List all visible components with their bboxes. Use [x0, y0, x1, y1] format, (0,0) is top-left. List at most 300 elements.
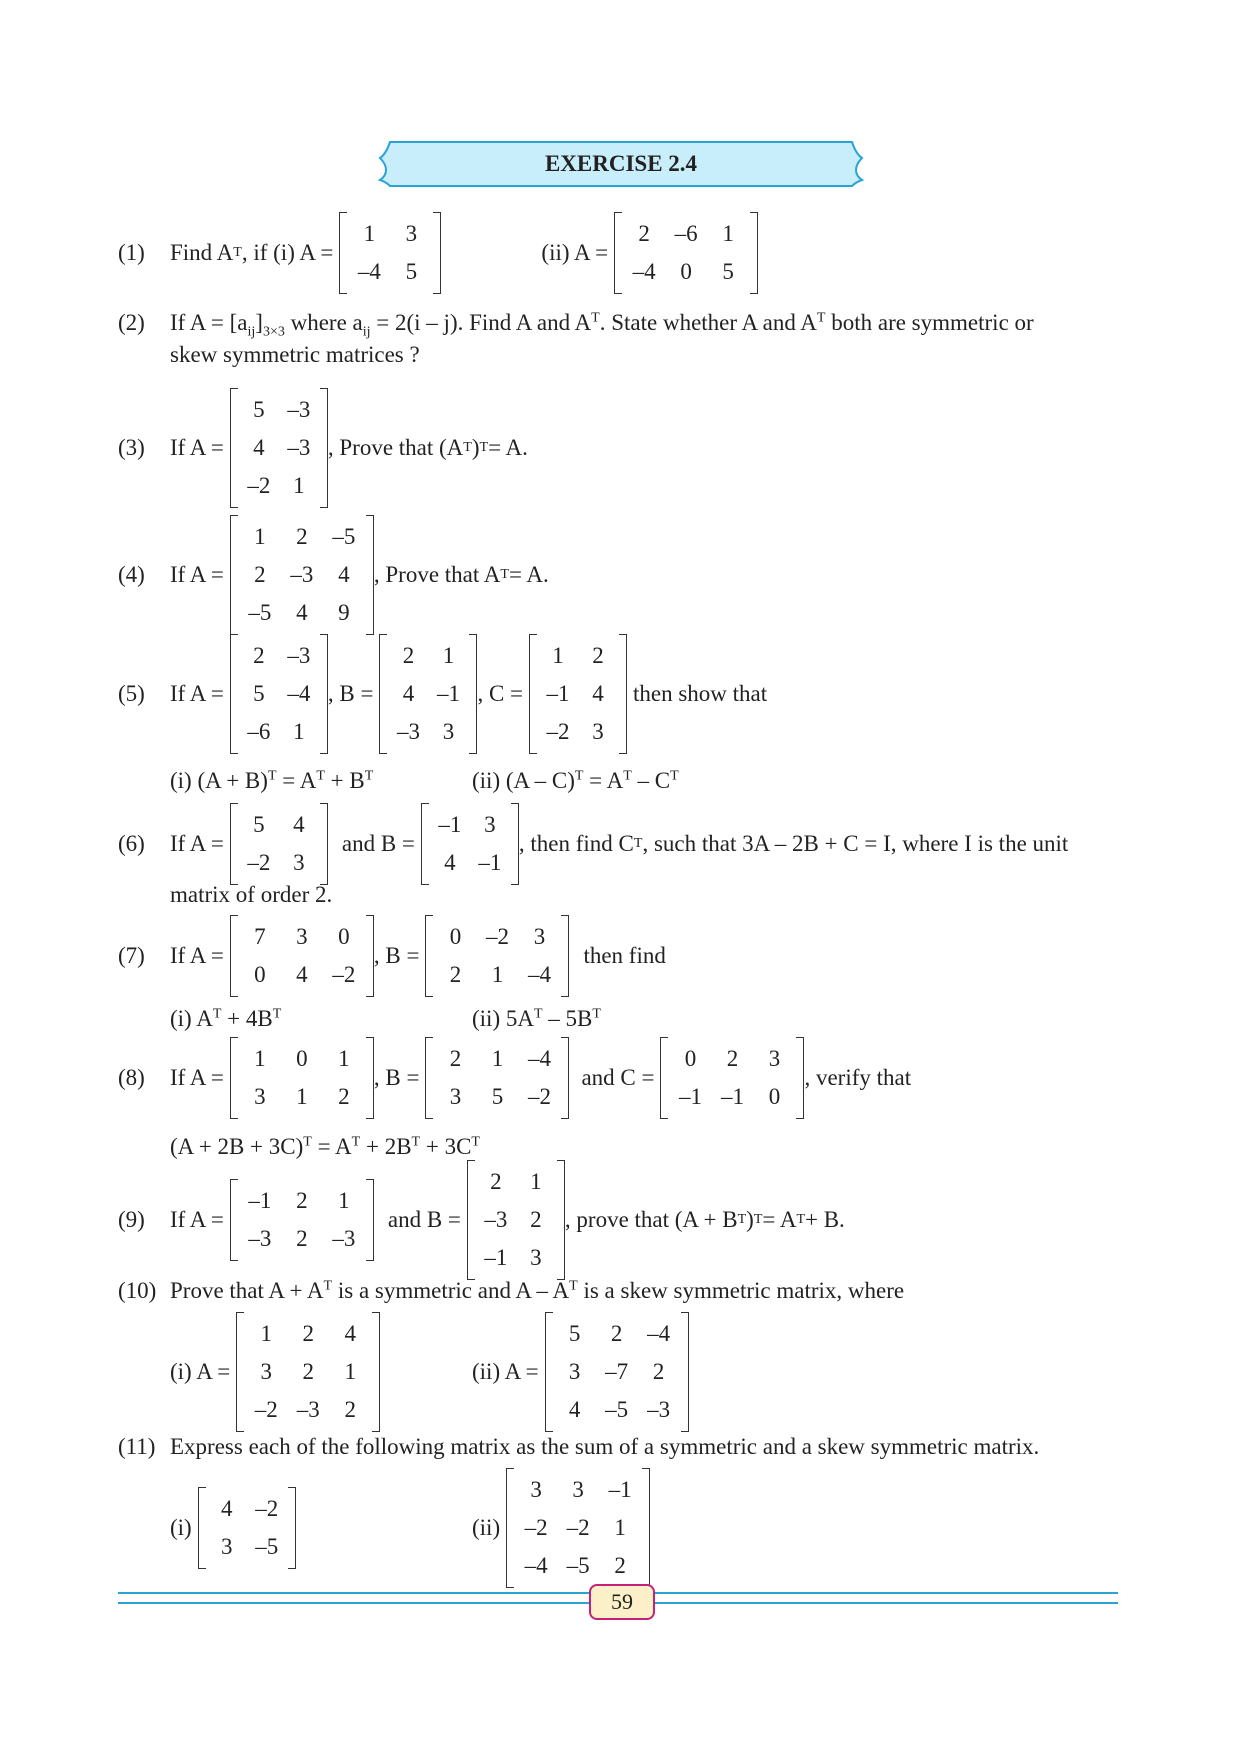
matrix-entry: 3 — [405, 221, 418, 246]
matrix-entry: 3 — [592, 719, 604, 744]
matrix-entry: 3 — [442, 719, 455, 744]
matrix — [339, 212, 441, 294]
question-7-part-i — [170, 1006, 281, 1032]
q-text: If A = — [170, 1065, 224, 1090]
q-text: If A = — [170, 1207, 224, 1232]
matrix-entry: 2 — [530, 1207, 542, 1232]
q-text: If A = — [170, 831, 224, 856]
sup-t: T — [591, 310, 600, 326]
q-text: where a — [284, 310, 363, 335]
q-text: (ii) A = — [472, 1359, 539, 1384]
question-number: (11) — [118, 1434, 156, 1459]
matrix-row — [239, 429, 319, 467]
q-text: and B = — [387, 1207, 461, 1232]
q-text: , if (i) A = — [241, 240, 334, 265]
matrix-row — [239, 1040, 365, 1078]
q-text: + 3C — [420, 1134, 472, 1159]
matrix-row — [538, 713, 618, 751]
sup-t: T — [533, 1006, 543, 1022]
sup-t: T — [212, 1006, 222, 1022]
matrix-entry: –5 — [248, 600, 272, 625]
matrix-entry: 4 — [253, 435, 265, 460]
page-number: 59 — [589, 1584, 655, 1620]
q-text: = A — [583, 768, 624, 793]
sup-t: T — [351, 1134, 361, 1150]
matrix-row — [239, 844, 319, 882]
matrix-entry: –2 — [254, 1397, 278, 1422]
matrix-row — [239, 391, 319, 429]
matrix — [230, 515, 374, 635]
matrix-row — [239, 806, 319, 844]
matrix-row — [388, 637, 468, 675]
sup-t: T — [753, 1212, 763, 1227]
question-11 — [118, 1434, 1039, 1460]
matrix — [506, 1468, 650, 1588]
matrix — [230, 803, 328, 885]
matrix-row — [434, 1040, 560, 1078]
matrix-entry: 2 — [726, 1046, 739, 1071]
matrix-row — [239, 675, 319, 713]
matrix-entry: 2 — [638, 221, 650, 246]
matrix-row — [515, 1509, 641, 1547]
matrix-entry: –1 — [248, 1188, 272, 1213]
matrix-row — [554, 1353, 680, 1391]
exercise-banner — [378, 140, 864, 188]
q-text: If A = — [170, 562, 224, 587]
matrix-row — [245, 1315, 371, 1353]
matrix-entry: 2 — [402, 643, 415, 668]
q-text: is a skew symmetric matrix, where — [577, 1278, 905, 1303]
matrix-row — [388, 713, 468, 751]
matrix-entry: 2 — [490, 1169, 502, 1194]
matrix-entry: 3 — [530, 1477, 542, 1502]
matrix-entry: 2 — [253, 643, 265, 668]
matrix-entry: –2 — [485, 924, 509, 949]
q-text: + 4B — [221, 1006, 273, 1031]
matrix-entry: –4 — [524, 1553, 548, 1578]
q-text: and C = — [581, 1065, 655, 1090]
matrix-entry: 3 — [533, 924, 546, 949]
matrix-entry: 1 — [254, 524, 266, 549]
matrix-row — [348, 253, 432, 291]
q-text: , B = — [327, 681, 374, 706]
matrix-entry: 2 — [254, 562, 266, 587]
q-text: matrix of order 2. — [170, 882, 333, 907]
matrix — [545, 1312, 689, 1432]
q-text: , C = — [477, 681, 523, 706]
matrix-entry: 1 — [614, 1515, 626, 1540]
sup-t: T — [574, 768, 584, 784]
question-10 — [118, 1278, 904, 1304]
matrix-row — [669, 1040, 795, 1078]
q-text: = A — [762, 1207, 797, 1232]
matrix-entry: –4 — [632, 259, 656, 284]
matrix-entry: –6 — [247, 719, 271, 744]
matrix-entry: –1 — [608, 1477, 632, 1502]
matrix — [230, 915, 374, 997]
q-text: , B = — [373, 943, 420, 968]
matrix-entry: –7 — [605, 1359, 629, 1384]
exercise-title: EXERCISE 2.4 — [544, 151, 698, 176]
matrix-entry: 0 — [254, 962, 266, 987]
matrix-entry: 3 — [572, 1477, 584, 1502]
question-number: (10) — [118, 1278, 157, 1303]
question-number: (9) — [118, 1207, 145, 1232]
matrix-row — [554, 1391, 680, 1429]
matrix-entry: 4 — [402, 681, 415, 706]
q-text: + 2B — [360, 1134, 412, 1159]
matrix-entry: –3 — [287, 397, 311, 422]
matrix-row — [538, 637, 618, 675]
question-8-line2 — [170, 1134, 480, 1160]
q-text: = A — [276, 768, 317, 793]
question-3 — [118, 392, 528, 504]
question-10-part-ii — [472, 1316, 689, 1428]
matrix-row — [239, 956, 365, 994]
matrix-entry: 4 — [220, 1496, 233, 1521]
matrix-entry: 2 — [296, 524, 308, 549]
q-text: Prove that A + A — [170, 1278, 324, 1303]
q-text: = 2(i – j). Find A and A — [370, 310, 592, 335]
q-text: (i) A = — [170, 1359, 231, 1384]
matrix-row — [434, 1078, 560, 1116]
sub: 3×3 — [262, 324, 285, 340]
matrix-entry: 4 — [344, 1321, 357, 1346]
matrix-entry: –3 — [248, 1226, 272, 1251]
q-text: (i) (A + B) — [170, 768, 268, 793]
question-number: (6) — [118, 831, 145, 856]
sup-t: T — [623, 768, 632, 784]
matrix-entry: –2 — [247, 473, 271, 498]
matrix-row — [538, 675, 618, 713]
matrix-entry: 9 — [338, 600, 350, 625]
matrix-entry: 2 — [610, 1321, 623, 1346]
matrix-entry: 3 — [484, 812, 496, 837]
matrix-entry: 4 — [293, 812, 305, 837]
q-text: = A — [311, 1134, 352, 1159]
matrix-entry: 3 — [768, 1046, 781, 1071]
matrix-row — [623, 253, 749, 291]
matrix-entry: –5 — [332, 524, 356, 549]
matrix-entry: –5 — [255, 1534, 279, 1559]
q-text: both are symmetric or — [825, 310, 1034, 335]
matrix-row — [239, 1182, 365, 1220]
matrix-entry: 1 — [296, 1084, 308, 1109]
sup-t: T — [323, 1278, 333, 1294]
question-10-part-i — [170, 1316, 380, 1428]
sup-t: T — [233, 245, 242, 260]
matrix-entry: 2 — [296, 1188, 308, 1213]
matrix-entry: 5 — [253, 812, 265, 837]
matrix-entry: 1 — [260, 1321, 273, 1346]
matrix-entry: 3 — [449, 1084, 462, 1109]
matrix-entry: –1 — [438, 812, 462, 837]
matrix — [230, 1179, 374, 1261]
sup-t: T — [592, 1006, 601, 1022]
matrix-entry: –3 — [332, 1226, 356, 1251]
question-number: (2) — [118, 310, 145, 335]
matrix-entry: 2 — [344, 1397, 357, 1422]
question-11-part-i — [170, 1490, 296, 1566]
matrix-row — [207, 1528, 287, 1566]
matrix-entry: 2 — [449, 1046, 462, 1071]
matrix-row — [669, 1078, 795, 1116]
matrix-entry: –3 — [484, 1207, 508, 1232]
q-text: (ii) 5A — [472, 1006, 534, 1031]
sup-t: T — [463, 440, 472, 455]
sup-t: T — [796, 1212, 805, 1227]
matrix-row — [515, 1547, 641, 1585]
matrix-entry: 1 — [293, 473, 305, 498]
matrix-row — [245, 1353, 371, 1391]
matrix-entry: 2 — [652, 1359, 665, 1384]
q-text: skew symmetric matrices ? — [170, 342, 420, 367]
matrix-row — [239, 467, 319, 505]
matrix-entry: –2 — [332, 962, 356, 987]
matrix-entry: 4 — [592, 681, 604, 706]
q-text: , then find C — [518, 831, 634, 856]
matrix-row — [239, 556, 365, 594]
q-text: If A = — [170, 681, 224, 706]
matrix-row — [239, 594, 365, 632]
matrix-entry: –5 — [605, 1397, 629, 1422]
matrix-entry: 1 — [338, 1046, 350, 1071]
matrix — [230, 634, 328, 754]
matrix-row — [434, 918, 560, 956]
q-text: Find A — [170, 240, 234, 265]
matrix — [236, 1312, 380, 1432]
matrix-entry: –3 — [647, 1397, 671, 1422]
matrix-entry: 2 — [338, 1084, 350, 1109]
matrix-entry: –2 — [566, 1515, 590, 1540]
sup-t: T — [316, 768, 325, 784]
matrix-entry: 0 — [680, 259, 692, 284]
question-number: (4) — [118, 562, 145, 587]
question-4 — [118, 519, 549, 631]
sup-t: T — [364, 768, 374, 784]
matrix-entry: 3 — [254, 1084, 266, 1109]
matrix — [230, 1037, 374, 1119]
matrix-entry: –2 — [546, 719, 570, 744]
matrix-entry: 1 — [722, 221, 734, 246]
sub: ij — [247, 324, 256, 340]
question-2 — [118, 310, 1034, 341]
sup-t: T — [411, 1134, 421, 1150]
q-text: (i) — [170, 1515, 192, 1540]
matrix — [425, 915, 569, 997]
matrix-row — [430, 806, 510, 844]
q-text: . State whether A and A — [599, 310, 817, 335]
matrix-entry: 1 — [293, 719, 305, 744]
sup-t: T — [737, 1212, 747, 1227]
q-text: , verify that — [804, 1065, 912, 1090]
q-text: and B = — [341, 831, 415, 856]
question-number: (1) — [118, 240, 145, 265]
question-5 — [118, 638, 767, 750]
matrix-entry: 3 — [530, 1245, 542, 1270]
matrix-entry: –3 — [287, 435, 311, 460]
matrix-entry: 4 — [296, 962, 308, 987]
matrix-entry: –2 — [255, 1496, 279, 1521]
matrix-entry: 4 — [568, 1397, 581, 1422]
q-text: ) — [471, 435, 480, 460]
matrix — [660, 1037, 804, 1119]
matrix-entry: 5 — [722, 259, 734, 284]
matrix — [421, 803, 519, 885]
matrix-entry: 0 — [768, 1084, 781, 1109]
q-text: , Prove that (A — [327, 435, 464, 460]
question-8 — [118, 1040, 911, 1116]
matrix-entry: –2 — [524, 1515, 548, 1540]
matrix-row — [430, 844, 510, 882]
matrix-entry: –1 — [546, 681, 570, 706]
matrix-row — [245, 1391, 371, 1429]
matrix-row — [434, 956, 560, 994]
matrix-entry: –2 — [247, 850, 271, 875]
q-text: then show that — [633, 681, 768, 706]
sup-t: T — [670, 768, 679, 784]
matrix-row — [239, 637, 319, 675]
question-9 — [118, 1164, 845, 1276]
matrix-entry: 2 — [302, 1321, 315, 1346]
matrix-entry: 1 — [442, 643, 455, 668]
sub: ij — [362, 324, 371, 340]
matrix-entry: –3 — [396, 719, 420, 744]
sup-t: T — [479, 440, 489, 455]
q-text: = A. — [508, 562, 549, 587]
matrix — [529, 634, 627, 754]
matrix — [425, 1037, 569, 1119]
matrix-entry: 1 — [491, 962, 504, 987]
q-text: , Prove that A — [373, 562, 501, 587]
q-text: + B. — [805, 1207, 845, 1232]
question-6 — [118, 806, 1068, 882]
matrix-row — [623, 215, 749, 253]
matrix-entry: 1 — [491, 1046, 504, 1071]
q-text: Express each of the following matrix as the sum of a symmetric and a skew symmetric matrix. — [170, 1434, 1040, 1459]
q-text: (ii) (A – C) — [472, 768, 575, 793]
matrix-entry: 5 — [253, 397, 265, 422]
matrix-entry: 2 — [614, 1553, 626, 1578]
q-text: – C — [631, 768, 671, 793]
q-text: (i) A — [170, 1006, 213, 1031]
q-text: , prove that (A + B — [564, 1207, 738, 1232]
matrix — [614, 212, 758, 294]
sup-t: T — [569, 1278, 578, 1294]
matrix-row — [476, 1163, 556, 1201]
matrix-row — [239, 1078, 365, 1116]
q-text: (ii) A = — [541, 240, 609, 265]
matrix — [467, 1160, 565, 1280]
matrix-entry: –2 — [527, 1084, 551, 1109]
sup-t: T — [272, 1006, 282, 1022]
matrix-row — [207, 1490, 287, 1528]
q-text: , such that 3A – 2B + C = I, where I is the unit — [642, 831, 1069, 856]
matrix-entry: –3 — [296, 1397, 320, 1422]
matrix-row — [239, 518, 365, 556]
q-text: – 5B — [542, 1006, 593, 1031]
q-text: (ii) — [472, 1515, 501, 1540]
sup-t: T — [500, 567, 509, 582]
matrix-entry: –4 — [527, 1046, 551, 1071]
matrix-entry: 4 — [338, 562, 350, 587]
matrix-entry: 1 — [338, 1188, 350, 1213]
matrix-entry: –1 — [720, 1084, 744, 1109]
sup-t: T — [471, 1134, 480, 1150]
matrix-entry: 3 — [220, 1534, 233, 1559]
matrix-entry: 1 — [530, 1169, 542, 1194]
q-text: = A. — [488, 435, 528, 460]
matrix-entry: –4 — [287, 681, 311, 706]
matrix — [198, 1487, 296, 1569]
matrix-entry: –1 — [484, 1245, 508, 1270]
matrix-row — [476, 1239, 556, 1277]
question-7-part-ii — [472, 1006, 601, 1032]
matrix-entry: –3 — [287, 643, 311, 668]
matrix-row — [554, 1315, 680, 1353]
matrix-entry: 4 — [444, 850, 456, 875]
q-text: ) — [746, 1207, 754, 1232]
matrix-row — [348, 215, 432, 253]
question-7 — [118, 918, 666, 994]
matrix-row — [239, 713, 319, 751]
q-text: (A + 2B + 3C) — [170, 1134, 304, 1159]
q-text: If A = [a — [170, 310, 248, 335]
matrix-entry: 3 — [568, 1359, 581, 1384]
matrix-entry: 5 — [491, 1084, 504, 1109]
matrix-entry: 1 — [254, 1046, 266, 1071]
matrix-entry: –1 — [478, 850, 502, 875]
matrix-row — [515, 1471, 641, 1509]
matrix-entry: 2 — [592, 643, 604, 668]
sup-t: T — [303, 1134, 312, 1150]
q-text: , B = — [373, 1065, 420, 1090]
matrix-entry: –6 — [674, 221, 698, 246]
q-text: If A = — [170, 435, 224, 460]
matrix-entry: 1 — [552, 643, 564, 668]
matrix-entry: –4 — [527, 962, 551, 987]
matrix — [379, 634, 477, 754]
question-number: (7) — [118, 943, 145, 968]
matrix-entry: 1 — [363, 221, 376, 246]
question-1 — [118, 218, 758, 288]
question-11-part-ii — [472, 1472, 650, 1584]
sup-t: T — [816, 310, 826, 326]
question-number: (5) — [118, 681, 145, 706]
matrix-entry: 3 — [296, 924, 308, 949]
q-text: is a symmetric and A – A — [332, 1278, 570, 1303]
matrix-entry: 7 — [254, 924, 266, 949]
matrix-row — [239, 1220, 365, 1258]
matrix-entry: 0 — [338, 924, 350, 949]
matrix-row — [476, 1201, 556, 1239]
q-text: + B — [324, 768, 365, 793]
matrix-entry: 1 — [344, 1359, 357, 1384]
matrix-entry: 5 — [568, 1321, 581, 1346]
question-number: (8) — [118, 1065, 145, 1090]
matrix-row — [388, 675, 468, 713]
q-text: If A = — [170, 943, 224, 968]
matrix-entry: 3 — [260, 1359, 273, 1384]
matrix — [230, 388, 328, 508]
matrix-entry: –1 — [436, 681, 460, 706]
question-5-part-ii — [472, 768, 679, 794]
q-text: then find — [583, 943, 666, 968]
matrix-entry: –4 — [357, 259, 381, 284]
sup-t: T — [267, 768, 277, 784]
matrix-entry: 2 — [449, 962, 462, 987]
question-number: (3) — [118, 435, 145, 460]
